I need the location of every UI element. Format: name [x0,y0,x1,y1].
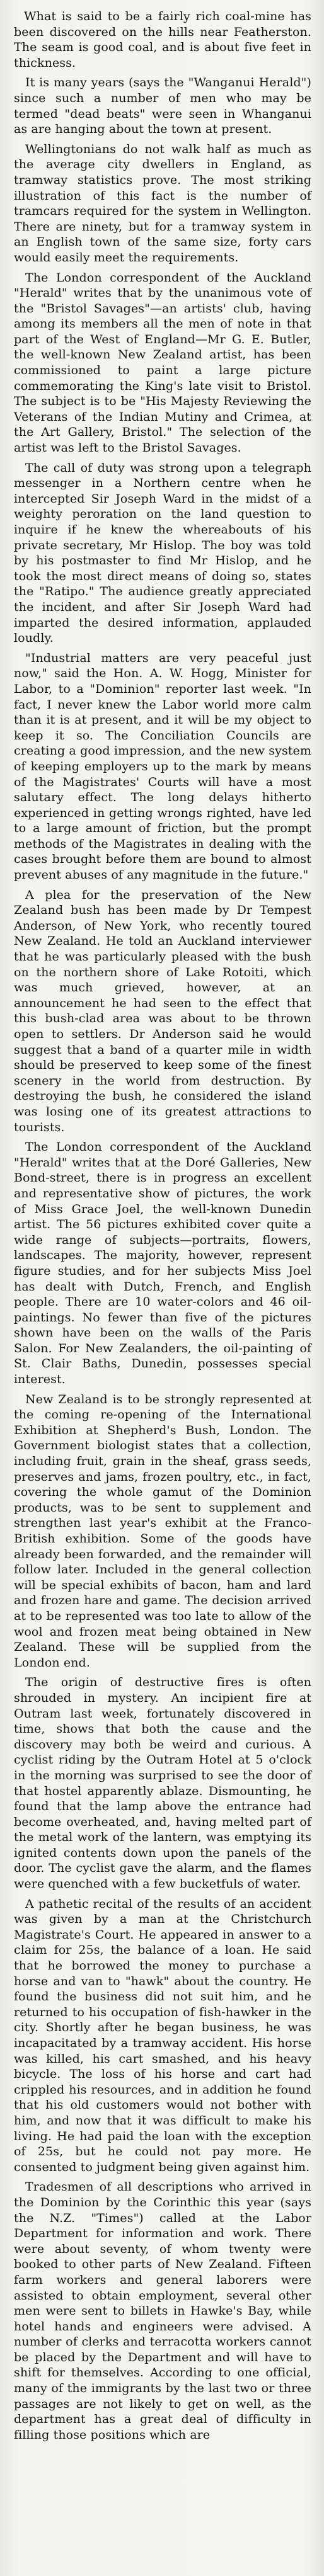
paragraph-coal-mine: What is said to be a fairly rich coal-mine has been discovered on the hills near Featherston. The seam is good coal, and is about five feet in thickness. [14,9,311,70]
paragraph-immigrants: Tradesmen of all descriptions who arrived in the Dominion by the Corinthic this year (says the N.Z. "Times") called at the Labor Department for information and work. There were about seventy, of whom twenty were booked to other parts of New Zealand. Fifteen farm workers and general laborers were assisted to obtain employment, several other men were sent to billets in Hawke's Bay, while hotel hands and engineers were advised. A number of clerks and terracotta workers cannot be placed by the Department and will have to shift for themselves. According to one official, many of the immigrants by the last two or three passages are not likely to get on well, as the department has a great deal of difficulty in filling those positions which are [14,2180,311,2442]
paragraph-bush-preservation: A plea for the preservation of the New Zealand bush has been made by Dr Tempest Anderson, of New York, who recently toured New Zealand. He told an Auckland interviewer that he was particularly pleased with the bush on the northern shore of Lake Rotoiti, which was much grieved, however, at an announcement he had seen to the effect that this bush-clad area was about to be thrown open to settlers. Dr Anderson said he would suggest that a band of a quarter mile in width should be preserved to keep some of the finest scenery in the world from destruction. By destroying the bush, he considered the island was losing one of its greatest attractions to tourists. [14,887,311,1134]
paragraph-tramway-accident: A pathetic recital of the results of an accident was given by a man at the Christchurch Magistrate's Court. He appeared in answer to a claim for 25s, the balance of a loan. He said that he borrowed the money to purchase a horse and van to "hawk" about the country. He found the business did not suit him, and he returned to his occupation of fish-hawker in the city. Shortly after he began business, he was incapacitated by a tramway accident. His horse was killed, his cart smashed, and his heavy bicycle. The loss of his horse and cart had crippled his resources, and in addition he found that his old customers would not bother with him, and now that it was difficult to make his living. He had paid the loan with the exception of 25s, but he could not pay more. He consented to judgment being given against him. [14,1896,311,2174]
paragraph-industrial-matters: "Industrial matters are very peaceful just now," said the Hon. A. W. Hogg, Minister for Labor, to a "Dominion" reporter last week. "In fact, I never knew the Labor world more calm than it is at present, and it will be my object to keep it so. The Conciliation Councils are creating a good impression, and the new system of keeping employers up to the mark by means of the Magistrates' Courts will have a most salutary effect. The long delays hitherto experienced in getting wrongs righted, have led to a large amount of friction, but the prompt methods of the Magistrates in dealing with the cases brought before them are bound to almost prevent abuses of any magnitude in the future." [14,651,311,882]
paragraph-outram-fire: The origin of destructive fires is often shrouded in mystery. An incipient fire at Outram last week, fortunately discovered in time, shows that both the cause and the discovery may both be weird and curious. A cyclist riding by the Outram Hotel at 5 o'clock in the morning was surprised to see the door of that hostel apparently ablaze. Dismounting, he found that the lamp above the entrance had become overheated, and, having melted part of the metal work of the lantern, was emptying its ignited contents down upon the panels of the door. The cyclist gave the alarm, and the flames were quenched with a few bucketfuls of water. [14,1675,311,1891]
paragraph-telegraph-messenger: The call of duty was strong upon a telegraph messenger in a Northern centre when he intercepted Sir Joseph Ward in the midst of a weighty peroration on the land question to inquire if he knew the whereabouts of his private secretary, Mr Hislop. The boy was told by his postmaster to find Mr Hislop, and he took the most direct means of doing so, states the "Ratipo." The audience greatly appreciated the incident, and after Sir Joseph Ward had imparted the desired information, applauded loudly. [14,460,311,646]
paragraph-tramways: Wellingtonians do not walk half as much as the average city dwellers in England, as tramway statistics prove. The most striking illustration of this fact is the number of tramcars required for the system in Wellington. There are ninety, but for a tramway system in an English town of the same size, forty cars would easily meet the requirements. [14,142,311,265]
paragraph-exhibition: New Zealand is to be strongly represented at the coming re-opening of the International Exhibition at Shepherd's Bush, London. The Government biologist states that a collection, including fruit, grain in the sheaf, grass seeds, preserves and jams, frozen poultry, etc., in fact, covering the whole gamut of the Dominion products, was to be sent to supplement and strengthen last year's exhibit at the Franco-British exhibition. Some of the goods have already been forwarded, and the remainder will follow later. Included in the general collection will be special exhibits of bacon, ham and lard and frozen hare and game. The decision arrived at to be represented was too late to allow of the wool and frozen meat being obtained in New Zealand. These will be supplied from the London end. [14,1392,311,1670]
paragraph-grace-joel: The London correspondent of the Auckland "Herald" writes that at the Doré Galleries, New Bond-street, there is in progress an excellent and representative show of pictures, the work of Miss Grace Joel, the well-known Dunedin artist. The 56 pictures exhibited cover quite a wide range of subjects—portraits, flowers, landscapes. The majority, however, represent figure studies, and for her subjects Miss Joel has dealt with Dutch, French, and English people. There are 10 water-colors and 46 oil-paintings. No fewer than five of the pictures shown have been on the walls of the Paris Salon. For New Zealanders, the oil-painting of St. Clair Baths, Dunedin, possesses special interest. [14,1140,311,1387]
paragraph-bristol-savages: The London correspondent of the Auckland "Herald" writes that by the unanimous vote of the "Bristol Savages"—an artists' club, having among its members all the men of note in that part of the West of England—Mr G. E. Butler, the well-known New Zealand artist, has been commissioned to paint a large picture commemorating the King's late visit to Bristol. The subject is to be "His Majesty Reviewing the Veterans of the Indian Mutiny and Crimea, at the Art Gallery, Bristol." The selection of the artist was left to the Bristol Savages. [14,270,311,455]
paragraph-dead-beats: It is many years (says the "Wanganui Herald") since such a number of men who may be termed "dead beats" were seen in Whanganui as are hanging about the town at present. [14,76,311,137]
